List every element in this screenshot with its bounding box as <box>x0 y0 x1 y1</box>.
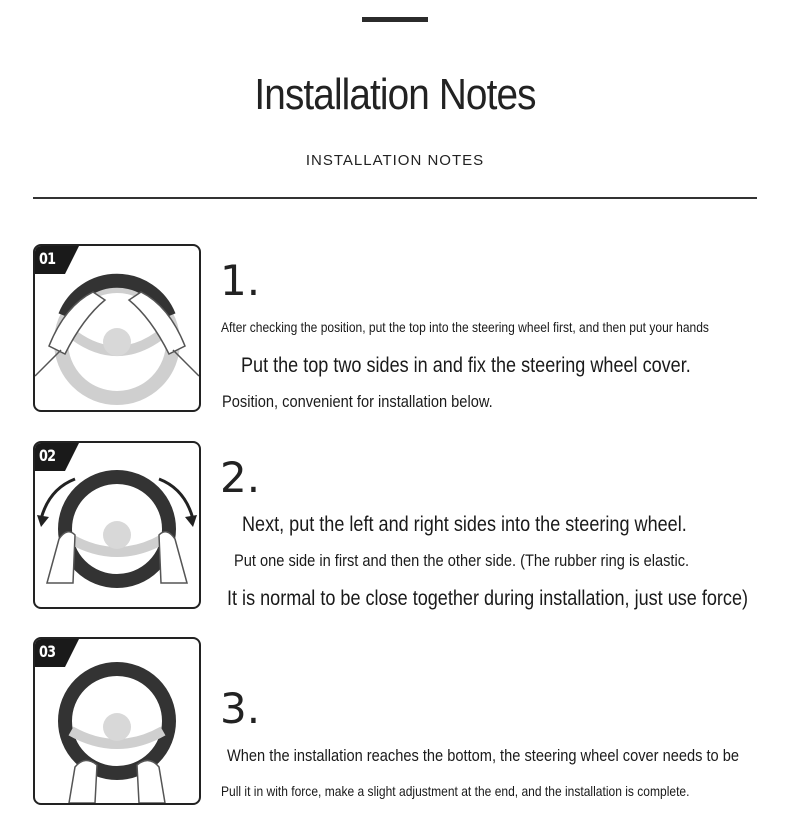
step-1-line-3: Position, convenient for installation below. <box>222 392 493 411</box>
step-number: 1. <box>220 256 261 305</box>
step-badge: 02 <box>39 446 56 465</box>
step-3-illustration <box>33 637 201 805</box>
step-number: 2. <box>220 453 261 502</box>
step-3-line-1: When the installation reaches the bottom, the steering wheel cover needs to be <box>227 746 740 765</box>
step-2-illustration <box>33 441 201 609</box>
step-2-line-2: Put one side in first and then the other side. (The rubber ring is elastic. <box>234 551 690 570</box>
step-badge: 03 <box>39 642 56 661</box>
step-1-illustration <box>33 244 201 412</box>
header-divider <box>33 197 757 199</box>
page-subtitle: INSTALLATION NOTES <box>305 152 485 169</box>
step-1-line-2: Put the top two sides in and fix the steering wheel cover. <box>241 354 691 377</box>
step-number: 3. <box>220 684 261 733</box>
step-2-line-1: Next, put the left and right sides into the steering wheel. <box>242 513 687 536</box>
step-1-line-1: After checking the position, put the top into the steering wheel first, and then put your hands <box>221 319 709 335</box>
page-title: Installation Notes <box>254 70 536 119</box>
step-badge: 01 <box>39 249 56 268</box>
step-3-line-2: Pull it in with force, make a slight adjustment at the end, and the installation is complete. <box>221 783 690 799</box>
step-2-line-3: It is normal to be close together during installation, just use force) <box>227 587 748 610</box>
top-accent-bar <box>362 17 428 22</box>
